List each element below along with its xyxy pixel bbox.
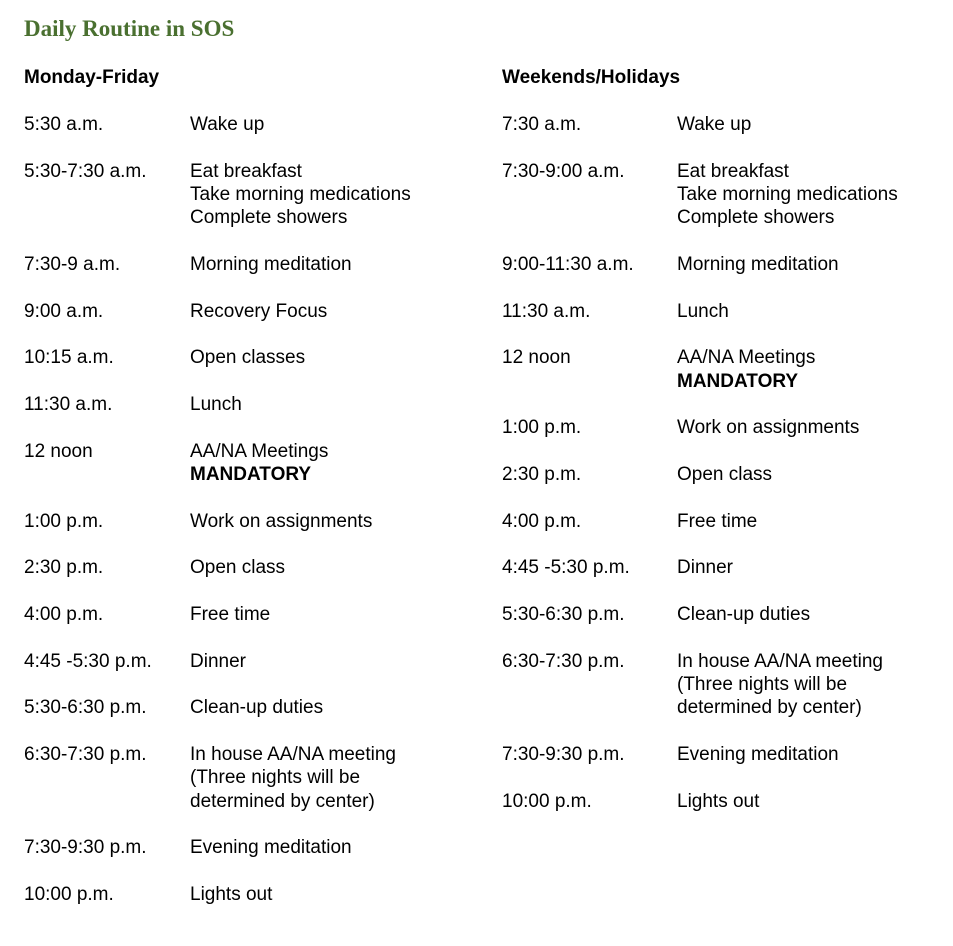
schedule-activity — [677, 556, 733, 579]
activity-line: Open classes — [190, 347, 306, 369]
activity-line: Complete showers — [190, 207, 348, 229]
activity-line: Morning meditation — [190, 253, 352, 275]
weekend-heading: Weekends/Holidays — [502, 67, 681, 88]
schedule-activity — [190, 113, 264, 136]
schedule-activity — [677, 416, 859, 439]
schedule-time: 10:15 a.m. — [24, 347, 114, 369]
schedule-activity — [190, 300, 327, 323]
schedule-time: 10:00 p.m. — [502, 790, 592, 812]
weekday-entries — [24, 113, 484, 906]
schedule-activity — [190, 346, 305, 369]
activity-line: Wake up — [677, 114, 752, 135]
schedule-activity — [677, 300, 729, 323]
schedule-row — [502, 346, 953, 393]
activity-line: AA/NA Meetings — [190, 440, 329, 462]
schedule-row — [502, 743, 953, 766]
schedule-activity — [190, 440, 328, 487]
schedule-row — [24, 836, 484, 859]
schedule-row — [24, 510, 484, 533]
schedule-time: 5:30-6:30 p.m. — [24, 697, 147, 719]
schedule-time: 12 noon — [24, 440, 93, 462]
activity-line: (Three nights will be — [190, 767, 361, 789]
activity-line: Lights out — [677, 790, 760, 812]
schedule-activity — [190, 393, 242, 416]
schedule-activity — [677, 346, 815, 393]
schedule-time: 7:30 a.m. — [502, 114, 582, 135]
schedule-row — [502, 790, 953, 813]
schedule-time: 5:30-7:30 a.m. — [24, 160, 147, 182]
schedule-time: 5:30 a.m. — [24, 114, 104, 135]
activity-line: Open class — [190, 557, 286, 579]
schedule-time: 7:30-9:30 p.m. — [502, 744, 625, 766]
schedule-time: 1:00 p.m. — [502, 417, 582, 439]
mandatory-label: MANDATORY — [677, 370, 799, 392]
schedule-activity — [190, 696, 323, 719]
activity-line: Open class — [677, 464, 773, 486]
schedule-row — [24, 393, 484, 416]
schedule-row — [502, 160, 953, 230]
schedule-row — [24, 650, 484, 673]
activity-line: Work on assignments — [190, 510, 373, 532]
schedule-row — [24, 346, 484, 369]
schedule-time: 2:30 p.m. — [502, 464, 582, 486]
activity-line: determined by center) — [677, 697, 862, 719]
schedule-activity — [190, 510, 372, 533]
activity-line: Morning meditation — [677, 253, 839, 275]
schedule-time: 6:30-7:30 p.m. — [24, 744, 147, 766]
schedule-time: 2:30 p.m. — [24, 557, 104, 579]
schedule-row — [502, 463, 953, 486]
activity-line: Evening meditation — [190, 837, 352, 859]
schedule-time: 4:45 -5:30 p.m. — [24, 650, 152, 672]
schedule-row — [502, 253, 953, 276]
schedule-activity — [677, 603, 810, 626]
schedule-row — [502, 416, 953, 439]
schedule-row — [502, 510, 953, 533]
schedule-activity — [677, 650, 883, 720]
schedule-row — [502, 113, 953, 136]
schedule-row — [24, 556, 484, 579]
schedule-time: 11:30 a.m. — [24, 394, 113, 416]
activity-line: In house AA/NA meeting — [190, 744, 396, 766]
schedule-time: 6:30-7:30 p.m. — [502, 650, 625, 672]
mandatory-label: MANDATORY — [190, 464, 312, 486]
schedule-activity — [677, 790, 759, 813]
schedule-activity — [190, 603, 270, 626]
schedule-row — [24, 253, 484, 276]
activity-line: Lunch — [677, 300, 729, 322]
schedule-activity — [190, 650, 246, 673]
schedule-activity — [677, 253, 839, 276]
schedule-row — [24, 113, 484, 136]
schedule-time: 11:30 a.m. — [502, 300, 591, 322]
weekday-heading: Monday-Friday — [24, 67, 160, 88]
schedule-row — [24, 300, 484, 323]
document-title: Daily Routine in SOS — [24, 16, 235, 41]
schedule-row — [502, 300, 953, 323]
schedule-activity — [677, 743, 839, 766]
activity-line: AA/NA Meetings — [677, 347, 816, 369]
schedule-time: 7:30-9 a.m. — [24, 253, 121, 275]
schedule-activity — [190, 836, 352, 859]
schedule-activity — [677, 113, 751, 136]
activity-line: Dinner — [677, 557, 733, 579]
schedule-time: 4:00 p.m. — [24, 604, 104, 626]
schedule-activity — [677, 463, 772, 486]
schedule-row — [24, 743, 484, 813]
schedule-row — [24, 160, 484, 230]
schedule-activity — [190, 556, 285, 579]
schedule-time: 1:00 p.m. — [24, 510, 104, 532]
activity-line: In house AA/NA meeting — [677, 650, 883, 672]
schedule-time: 7:30-9:00 a.m. — [502, 160, 625, 182]
schedule-activity — [677, 160, 898, 230]
activity-line: Take morning medications — [677, 183, 898, 205]
activity-line: Wake up — [190, 114, 265, 135]
activity-line: Take morning medications — [190, 183, 411, 205]
schedule-time: 4:45 -5:30 p.m. — [502, 557, 630, 579]
schedule-row — [24, 603, 484, 626]
activity-line: Recovery Focus — [190, 300, 328, 322]
schedule-time: 9:00 a.m. — [24, 300, 104, 322]
schedule-row — [24, 696, 484, 719]
schedule-activity — [677, 510, 757, 533]
activity-line: Clean-up duties — [190, 697, 324, 719]
schedule-row — [502, 556, 953, 579]
schedule-row — [24, 883, 484, 906]
activity-line: Dinner — [190, 650, 246, 672]
schedule-time: 10:00 p.m. — [24, 884, 114, 906]
schedule-time: 4:00 p.m. — [502, 510, 582, 532]
schedule-activity — [190, 160, 411, 230]
activity-line: (Three nights will be — [677, 674, 848, 696]
schedule-row — [24, 440, 484, 487]
schedule-row — [502, 650, 953, 720]
activity-line: Free time — [190, 604, 271, 626]
schedule-time: 12 noon — [502, 347, 571, 369]
activity-line: Work on assignments — [677, 417, 860, 439]
activity-line: Lights out — [190, 884, 273, 906]
weekend-schedule — [502, 66, 953, 836]
schedule-activity — [190, 883, 272, 906]
schedule-time: 9:00-11:30 a.m. — [502, 253, 634, 275]
activity-line: Evening meditation — [677, 744, 839, 766]
activity-line: Eat breakfast — [190, 160, 302, 182]
activity-line: Complete showers — [677, 207, 835, 229]
weekday-schedule — [24, 66, 484, 930]
weekend-entries — [502, 113, 953, 813]
schedule-time: 5:30-6:30 p.m. — [502, 604, 625, 626]
activity-line: Clean-up duties — [677, 604, 811, 626]
schedule-row — [502, 603, 953, 626]
activity-line: determined by center) — [190, 790, 375, 812]
activity-line: Eat breakfast — [677, 160, 789, 182]
schedule-time: 7:30-9:30 p.m. — [24, 837, 147, 859]
schedule-activity — [190, 743, 396, 813]
activity-line: Lunch — [190, 394, 242, 416]
schedule-activity — [190, 253, 352, 276]
activity-line: Free time — [677, 510, 758, 532]
